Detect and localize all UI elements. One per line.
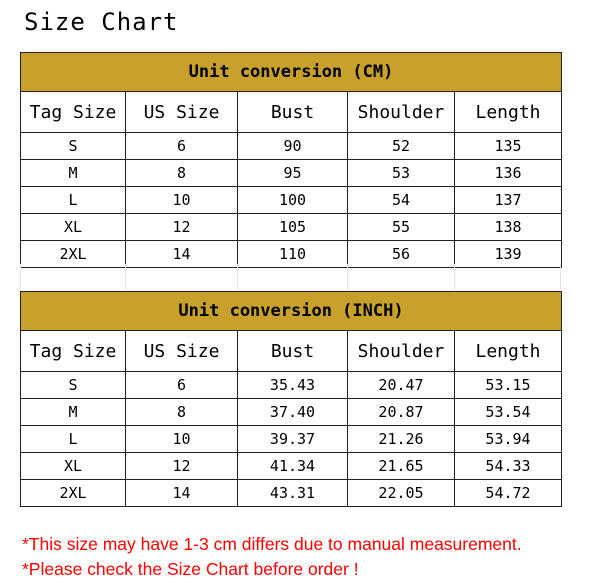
cell-length: 53.15: [455, 372, 562, 399]
column-header-us-size: US Size: [126, 331, 238, 372]
cell-bust: 41.34: [238, 453, 348, 480]
cell-bust: 100: [238, 187, 348, 214]
cell-shoulder: 53: [348, 160, 455, 187]
cell-shoulder: 22.05: [348, 480, 455, 507]
table-row: [21, 187, 562, 214]
table-spacer: [20, 264, 561, 290]
cell-shoulder: 20.47: [348, 372, 455, 399]
cell-bust: 39.37: [238, 426, 348, 453]
cell-us-size: 14: [126, 241, 238, 268]
column-header-shoulder: Shoulder: [348, 331, 455, 372]
cell-tag-size: 2XL: [21, 480, 126, 507]
table-row: [21, 399, 562, 426]
column-header-bust: Bust: [238, 92, 348, 133]
cell-us-size: 12: [126, 453, 238, 480]
cell-length: 135: [455, 133, 562, 160]
cell-bust: 95: [238, 160, 348, 187]
column-header-tag-size: Tag Size: [21, 92, 126, 133]
cell-us-size: 14: [126, 480, 238, 507]
inch-table-header-row: [21, 331, 562, 372]
table-row: [21, 214, 562, 241]
cell-shoulder: 52: [348, 133, 455, 160]
cell-bust: 37.40: [238, 399, 348, 426]
cell-tag-size: XL: [21, 453, 126, 480]
cell-length: 137: [455, 187, 562, 214]
inch-size-table: [20, 291, 562, 507]
cell-shoulder: 21.26: [348, 426, 455, 453]
cm-table-header-row: [21, 92, 562, 133]
cell-shoulder: 20.87: [348, 399, 455, 426]
cell-bust: 35.43: [238, 372, 348, 399]
cell-length: 54.72: [455, 480, 562, 507]
cell-tag-size: XL: [21, 214, 126, 241]
table-row: [21, 160, 562, 187]
column-header-length: Length: [455, 92, 562, 133]
cell-tag-size: M: [21, 399, 126, 426]
cell-us-size: 6: [126, 133, 238, 160]
cell-us-size: 8: [126, 160, 238, 187]
column-header-shoulder: Shoulder: [348, 92, 455, 133]
cell-tag-size: S: [21, 133, 126, 160]
cell-shoulder: 21.65: [348, 453, 455, 480]
column-header-tag-size: Tag Size: [21, 331, 126, 372]
cell-bust: 105: [238, 214, 348, 241]
cell-bust: 110: [238, 241, 348, 268]
inch-table-caption: Unit conversion (INCH): [21, 292, 562, 331]
cell-shoulder: 56: [348, 241, 455, 268]
cell-us-size: 10: [126, 426, 238, 453]
column-header-length: Length: [455, 331, 562, 372]
measurement-note: *This size may have 1-3 cm differs due to manual measurement.: [22, 534, 522, 554]
cell-shoulder: 55: [348, 214, 455, 241]
cm-size-table: [20, 52, 562, 268]
cell-us-size: 6: [126, 372, 238, 399]
cell-tag-size: L: [21, 426, 126, 453]
table-row: [21, 133, 562, 160]
cell-length: 138: [455, 214, 562, 241]
column-header-us-size: US Size: [126, 92, 238, 133]
cell-length: 53.94: [455, 426, 562, 453]
cell-length: 136: [455, 160, 562, 187]
cell-us-size: 12: [126, 214, 238, 241]
cell-tag-size: S: [21, 372, 126, 399]
cell-tag-size: L: [21, 187, 126, 214]
cell-us-size: 10: [126, 187, 238, 214]
order-note: *Please check the Size Chart before order !: [22, 559, 359, 579]
cell-length: 53.54: [455, 399, 562, 426]
page-title: Size Chart: [24, 8, 179, 36]
table-row: [21, 480, 562, 507]
cell-tag-size: M: [21, 160, 126, 187]
cell-shoulder: 54: [348, 187, 455, 214]
table-row: [21, 426, 562, 453]
table-row: [21, 453, 562, 480]
cell-length: 139: [455, 241, 562, 268]
column-header-bust: Bust: [238, 331, 348, 372]
cell-bust: 90: [238, 133, 348, 160]
cell-tag-size: 2XL: [21, 241, 126, 268]
table-row: [21, 372, 562, 399]
cell-bust: 43.31: [238, 480, 348, 507]
cm-table-caption: Unit conversion (CM): [21, 53, 562, 92]
cell-us-size: 8: [126, 399, 238, 426]
cell-length: 54.33: [455, 453, 562, 480]
